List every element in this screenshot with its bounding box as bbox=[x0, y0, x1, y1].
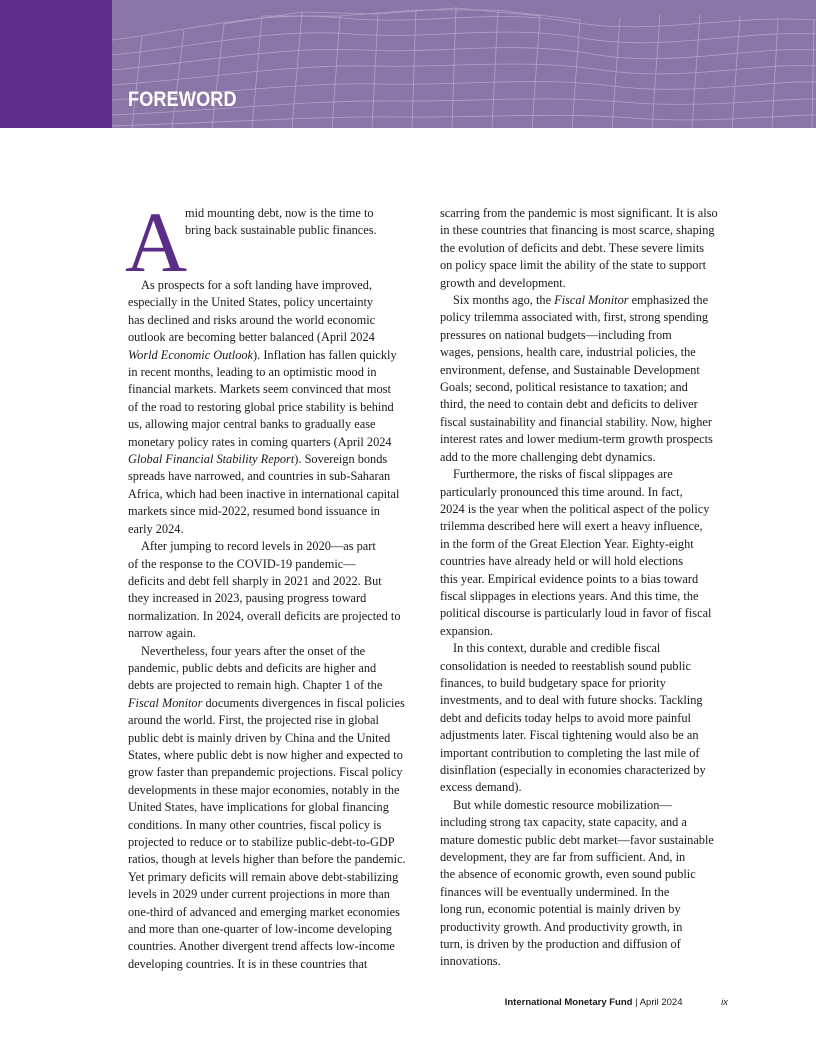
text-line: Goals; second, political resistance to taxation; and bbox=[440, 380, 688, 395]
text-line: markets since mid-2022, resumed bond issuance in bbox=[128, 504, 380, 519]
text-line: countries have already held or will hold elections bbox=[440, 554, 684, 569]
text-line: in these countries that financing is most scarce, shaping bbox=[440, 223, 715, 238]
text-line: especially in the United States, policy uncertainty bbox=[128, 295, 374, 310]
text-line: After jumping to record levels in 2020—as part bbox=[141, 539, 376, 554]
text-line: investments, and to deal with future shocks. Tackling bbox=[440, 693, 703, 708]
text-line: Global Financial Stability Report). Sovereign bonds bbox=[128, 452, 388, 467]
paragraph bbox=[128, 538, 417, 642]
text-line: outlook are becoming better balanced (April 2024 bbox=[128, 330, 375, 345]
text-line: expansion. bbox=[440, 623, 494, 638]
text-line: fiscal slippages in elections years. And this time, the bbox=[440, 588, 699, 603]
text-line: wages, pensions, health care, industrial policies, the bbox=[440, 345, 696, 360]
text-line: third, the need to contain debt and deficits to deliver bbox=[440, 397, 698, 412]
text-line: debt and deficits today helps to avoid more painful bbox=[440, 710, 691, 725]
paragraph bbox=[440, 640, 729, 797]
paragraph bbox=[440, 797, 729, 971]
text-line: political discourse is particularly loud in favor of fiscal bbox=[440, 606, 712, 621]
text-line: has declined and risks around the world economic bbox=[128, 312, 376, 327]
text-line: on policy space limit the ability of the state to support bbox=[440, 258, 707, 273]
text-line: But while domestic resource mobilization— bbox=[453, 797, 672, 812]
right-column bbox=[440, 205, 729, 971]
left-column bbox=[125, 194, 417, 973]
text-line: Africa, which had been inactive in international capital bbox=[128, 486, 400, 501]
text-line: in recent months, leading to an optimistic mood in bbox=[128, 365, 377, 380]
lead-line: bring back sustainable public finances. bbox=[185, 223, 377, 238]
text-line: long run, economic potential is mainly driven by bbox=[440, 902, 681, 917]
text-line: turn, is driven by the production and diffusion of bbox=[440, 937, 681, 952]
text-line: projected to reduce or to stabilize public-debt-to-GDP bbox=[128, 835, 395, 849]
text-line: In this context, durable and credible fiscal bbox=[453, 641, 661, 656]
text-line: As prospects for a soft landing have improved, bbox=[141, 278, 373, 292]
text-line: Fiscal Monitor documents divergences in fiscal policies bbox=[128, 695, 405, 710]
text-line: growth and development. bbox=[440, 275, 566, 290]
text-line: early 2024. bbox=[128, 521, 184, 536]
text-line: monetary policy rates in coming quarters (April 2024 bbox=[128, 434, 392, 449]
page-number: ix bbox=[721, 997, 728, 1008]
text-line: and more than one-quarter of low-income developing bbox=[128, 922, 392, 937]
text-line: including strong tax capacity, state capacity, and a bbox=[440, 815, 687, 830]
paragraph bbox=[128, 277, 417, 538]
text-line: the absence of economic growth, even sound public bbox=[440, 867, 696, 882]
text-line: deficits and debt fell sharply in 2021 and 2022. But bbox=[128, 573, 382, 588]
text-line: development, they are far from sufficient. And, in bbox=[440, 850, 686, 865]
text-line: conditions. In many other countries, fiscal policy is bbox=[128, 817, 382, 832]
text-line: they increased in 2023, pausing progress toward bbox=[128, 591, 367, 606]
text-line: States, where public debt is now higher and expected to bbox=[128, 747, 403, 762]
text-line: 2024 is the year when the political aspect of the policy bbox=[440, 501, 710, 516]
text-line: important contribution to completing the last mile of bbox=[440, 745, 700, 760]
text-line: spreads have narrowed, and countries in sub-Saharan bbox=[128, 469, 391, 484]
text-line: Furthermore, the risks of fiscal slippages are bbox=[453, 467, 673, 482]
text-line: scarring from the pandemic is most significant. It is also bbox=[440, 206, 718, 220]
text-line: one-third of advanced and emerging market economies bbox=[128, 904, 400, 919]
lead-line: mid mounting debt, now is the time to bbox=[185, 206, 374, 220]
text-line: grow faster than prepandemic projections. Fiscal policy bbox=[128, 765, 403, 780]
text-line: policy trilemma associated with, first, strong spending bbox=[440, 310, 709, 325]
text-line: consolidation is needed to reestablish sound public bbox=[440, 658, 691, 673]
text-line: Nevertheless, four years after the onset of the bbox=[141, 643, 366, 658]
text-line: add to the more challenging debt dynamics. bbox=[440, 449, 656, 464]
text-line: developing countries. It is in these countries that bbox=[128, 956, 368, 971]
footer-separator: | bbox=[635, 997, 638, 1008]
text-line: interest rates and lower medium-term growth prospects bbox=[440, 432, 713, 447]
text-line: this year. Empirical evidence points to a bias toward bbox=[440, 571, 699, 586]
text-line: of the response to the COVID-19 pandemic— bbox=[128, 556, 356, 571]
page-footer bbox=[505, 997, 728, 1008]
footer-organization: International Monetary Fund bbox=[504, 997, 633, 1008]
text-line: normalization. In 2024, overall deficits are projected to bbox=[128, 608, 401, 623]
text-line: World Economic Outlook). Inflation has fallen quickly bbox=[128, 347, 397, 362]
text-line: developments in these major economies, notably in the bbox=[128, 782, 400, 797]
text-line: productivity growth. And productivity growth, in bbox=[440, 919, 683, 934]
text-line: finances will be eventually undermined. In the bbox=[440, 884, 670, 899]
text-line: narrow again. bbox=[128, 626, 196, 641]
text-line: of the road to restoring global price stability is behind bbox=[128, 399, 394, 414]
text-line: innovations. bbox=[440, 954, 501, 969]
text-line: Yet primary deficits will remain above debt-stabilizing bbox=[128, 869, 399, 884]
text-line: debts are projected to remain high. Chapter 1 of the bbox=[128, 678, 383, 693]
text-line: in the form of the Great Election Year. Eighty-eight bbox=[440, 536, 694, 551]
text-line: public debt is mainly driven by China and the United bbox=[128, 730, 391, 745]
text-line: Six months ago, the Fiscal Monitor emphasized the bbox=[453, 293, 709, 308]
text-line: particularly pronounced this time around. In fact, bbox=[440, 484, 683, 499]
text-line: United States, have implications for global financing bbox=[128, 800, 389, 815]
page-title: FOREWORD bbox=[128, 88, 237, 111]
text-line: trilemma described here will exert a heavy influence, bbox=[440, 519, 703, 534]
header-banner bbox=[0, 0, 816, 128]
text-line: fiscal sustainability and financial stability. Now, higher bbox=[440, 414, 712, 429]
text-line: pressures on national budgets—including from bbox=[440, 327, 672, 342]
paragraph bbox=[440, 205, 729, 292]
text-line: around the world. First, the projected rise in global bbox=[128, 713, 379, 728]
text-line: finances, to build budgetary space for priority bbox=[440, 675, 666, 690]
drop-cap: A bbox=[125, 194, 188, 290]
text-line: environment, defense, and Sustainable Development bbox=[440, 362, 700, 377]
text-line: ratios, though at levels higher than before the pandemic. bbox=[128, 852, 406, 867]
paragraph bbox=[128, 643, 417, 974]
paragraph bbox=[440, 292, 729, 466]
text-line: financial markets. Markets seem convinced that most bbox=[128, 382, 391, 397]
text-line: mature domestic public debt market—favor sustainable bbox=[440, 832, 714, 847]
footer-date: April 2024 bbox=[639, 997, 683, 1008]
text-line: disinflation (especially in economies characterized by bbox=[440, 763, 706, 777]
text-line: countries. Another divergent trend affects low-income bbox=[128, 939, 395, 954]
banner-accent-block bbox=[0, 0, 112, 128]
text-line: excess demand). bbox=[440, 780, 522, 795]
text-line: levels in 2029 under current projections in more than bbox=[128, 887, 390, 902]
text-line: us, allowing major central banks to gradually ease bbox=[128, 417, 376, 432]
text-line: the evolution of deficits and debt. These severe limits bbox=[440, 240, 705, 255]
text-line: pandemic, public debts and deficits are higher and bbox=[128, 660, 377, 675]
paragraph bbox=[440, 466, 729, 640]
text-line: adjustments later. Fiscal tightening would also be an bbox=[440, 728, 699, 743]
